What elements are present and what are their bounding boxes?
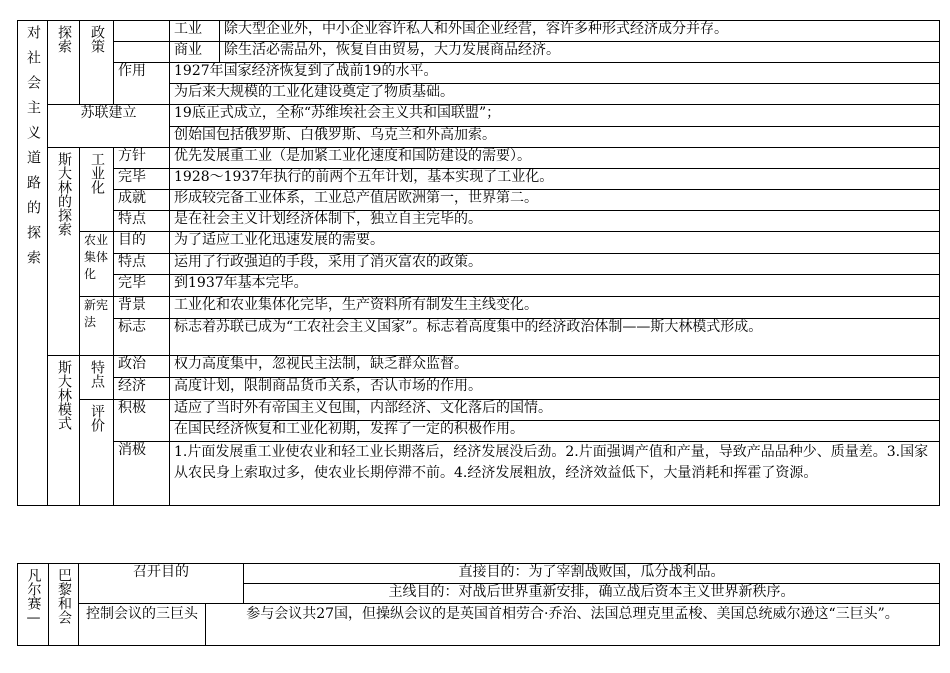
feature-label: 特点 [114, 211, 170, 232]
stalin-exploration-cell [48, 148, 80, 356]
effect-text-1: 1927年国家经济恢复到了战前19的水平。 [170, 63, 940, 84]
controllers-text: 参与会议共27国，但操纵会议的是英国首相劳合·乔治、法国总理克里孟梭、美国总统威尔逊这“三巨头”。 [206, 604, 940, 646]
paris-cell [49, 564, 79, 646]
purpose-label: 召开目的 [79, 564, 244, 604]
coll-feature-text: 运用了行政强迫的手段，采用了消灭富农的政策。 [170, 254, 940, 275]
positive-text-1: 适应了当时外有帝国主义包围，内部经济、文化落后的国情。 [170, 400, 940, 421]
commerce-label: 商业 [170, 42, 220, 63]
industry-text: 除大型企业外，中小企业容许私人和外国企业经营，容许多种形式经济成分并存。 [220, 21, 940, 42]
evaluation-cell [80, 400, 114, 506]
collectivization-label: 农业集体化 [80, 232, 114, 297]
industrialization-cell [80, 148, 114, 232]
economy-label: 经济 [114, 378, 170, 400]
achievement-text: 形成较完备工业体系，工业总产值居欧洲第一，世界第二。 [170, 190, 940, 211]
achievement-label: 成就 [114, 190, 170, 211]
main-topic: 对社会主义道路的探索 [25, 25, 41, 275]
main-purpose-text: 主线目的：对战后世界重新安排，确立战后资本主义世界新秩序。 [244, 584, 940, 604]
industrialization-label: 工业化 [89, 152, 105, 194]
politics-text: 权力高度集中，忽视民主法制，缺乏群众监督。 [170, 356, 940, 378]
ussr-text-2: 创始国包括俄罗斯、白俄罗斯、乌克兰和外高加索。 [170, 127, 940, 148]
effect-label: 作用 [114, 63, 170, 105]
background-label: 背景 [114, 297, 170, 319]
constitution-label: 新宪法 [80, 297, 114, 356]
direct-purpose-text: 直接目的：为了宰割战败国，瓜分战利品。 [244, 564, 940, 584]
ussr-text-1: 19底正式成立，全称“苏维埃社会主义共和国联盟”； [170, 105, 940, 127]
guideline-label: 方针 [114, 148, 170, 169]
coll-completion-label: 完毕 [114, 275, 170, 297]
features-cell [80, 356, 114, 400]
versailles-label: 凡尔赛— [25, 568, 42, 626]
feature-text: 是在社会主义计划经济体制下，独立自主完毕的。 [170, 211, 940, 232]
completion-text: 1928～1937年执行的前两个五年计划，基本实现了工业化。 [170, 169, 940, 190]
features-label: 特点 [89, 360, 105, 388]
paris-label: 巴黎和会 [56, 568, 72, 624]
exploration-cell [48, 21, 80, 105]
empty-cell [114, 42, 170, 63]
symbol-label: 标志 [114, 319, 170, 356]
commerce-text: 除生活必需品外，恢复自由贸易，大力发展商品经济。 [220, 42, 940, 63]
industry-label: 工业 [170, 21, 220, 42]
guideline-text: 优先发展重工业（是加紧工业化速度和国防建设的需要）。 [170, 148, 940, 169]
main-topic-cell [18, 21, 48, 506]
versailles-cell [18, 564, 49, 646]
negative-text: 1.片面发展重工业使农业和轻工业长期落后，经济发展没后劲。2.片面强调产值和产量，导致产品品种少、质量差。3.国家从农民身上索取过多，使农业长期停滞不前。4.经济发展粗放，经济效益低下，大量消耗和挥霍了资源。 [170, 442, 940, 506]
stalin-model-label: 斯大林模式 [56, 360, 72, 430]
paris-conference-table [17, 563, 940, 646]
symbol-text: 标志着苏联已成为“工农社会主义国家”。标志着高度集中的经济政治体制——斯大林模式形成。 [170, 319, 940, 356]
economy-text: 高度计划，限制商品货币关系，否认市场的作用。 [170, 378, 940, 400]
purpose-text: 为了适应工业化迅速发展的需要。 [170, 232, 940, 254]
coll-feature-label: 特点 [114, 254, 170, 275]
positive-text-2: 在国民经济恢复和工业化初期，发挥了一定的积极作用。 [170, 421, 940, 442]
empty-cell [114, 21, 170, 42]
policy-cell [80, 21, 114, 105]
stalin-exploration-label: 斯大林的探索 [56, 152, 72, 236]
purpose-label: 目的 [114, 232, 170, 254]
controllers-label: 控制会议的三巨头 [79, 604, 206, 646]
exploration-label: 探索 [56, 25, 72, 53]
coll-completion-text: 到1937年基本完毕。 [170, 275, 940, 297]
completion-label: 完毕 [114, 169, 170, 190]
background-text: 工业化和农业集体化完毕，生产资料所有制发生主线变化。 [170, 297, 940, 319]
effect-text-2: 为后来大规模的工业化建设奠定了物质基础。 [170, 84, 940, 105]
politics-label: 政治 [114, 356, 170, 378]
soviet-exploration-table [17, 20, 940, 506]
negative-label: 消极 [114, 442, 170, 506]
stalin-model-cell [48, 356, 80, 506]
policy-label: 政策 [89, 25, 105, 53]
ussr-label: 苏联建立 [48, 105, 170, 148]
positive-label: 积极 [114, 400, 170, 442]
evaluation-label: 评价 [89, 404, 105, 432]
